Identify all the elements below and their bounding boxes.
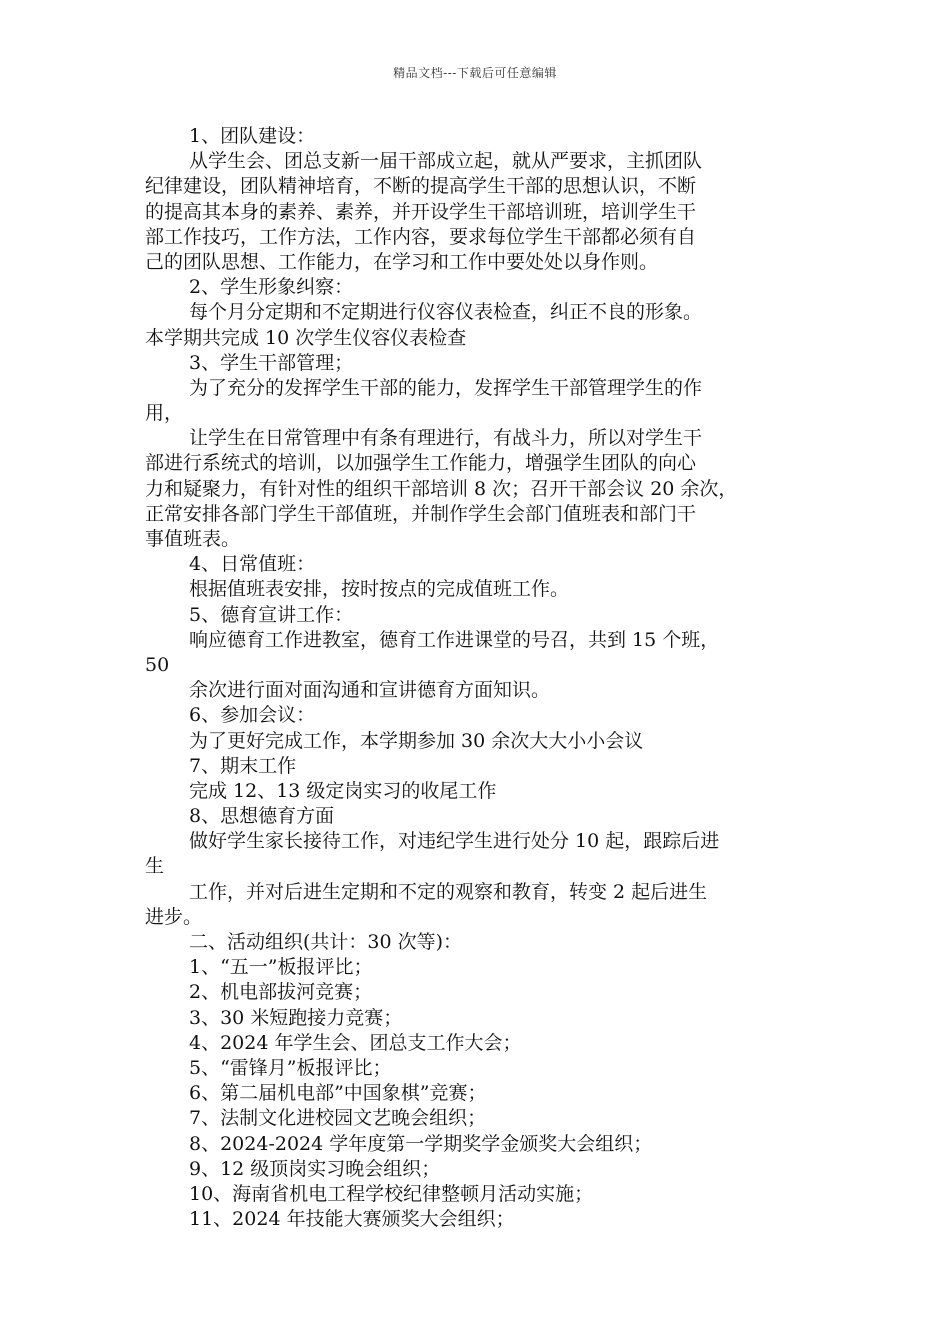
- text-line: 2、机电部拔河竞赛；: [189, 981, 373, 1004]
- text-line: 1、“五一”板报评比；: [189, 956, 373, 979]
- text-line: 9、12 级顶岗实习晚会组织；: [189, 1157, 441, 1180]
- text-line: 5、德育宣讲工作：: [189, 603, 354, 626]
- text-line: 响应德育工作进教室，德育工作进课堂的号召，共到 15 个班，: [189, 628, 720, 651]
- text-line: 让学生在日常管理中有条有理进行，有战斗力，所以对学生干: [189, 427, 703, 450]
- text-line: 部工作技巧，工作方法，工作内容，要求每位学生干部都必须有自: [145, 225, 697, 248]
- text-line: 3、30 米短跑接力竞赛；: [189, 1006, 403, 1029]
- text-line: 从学生会、团总支新一届干部成立起，就从严要求，主抓团队: [189, 150, 703, 173]
- text-line: 1、团队建设：: [189, 125, 316, 147]
- text-line: 为了更好完成工作，本学期参加 30 余次大大小小会议: [189, 729, 644, 752]
- text-line: 7、法制文化进校园文艺晚会组织；: [189, 1107, 487, 1130]
- text-line: 50: [145, 653, 170, 676]
- text-line: 部进行系统式的培训，以加强学生工作能力，增强学生团队的向心: [145, 452, 697, 475]
- document-body: [145, 124, 815, 1232]
- text-line: 3、学生干部管理；: [189, 351, 354, 374]
- text-line: 4、日常值班：: [189, 553, 316, 576]
- text-line: 完成 12、13 级定岗实习的收尾工作: [189, 779, 497, 802]
- text-line: 10、海南省机电工程学校纪律整顿月活动实施；: [189, 1182, 594, 1205]
- text-line: 6、第二届机电部”中国象棋”竞赛；: [189, 1082, 487, 1105]
- text-line: 二、活动组织(共计：30 次等)：: [189, 931, 463, 953]
- text-line: 为了充分的发挥学生干部的能力，发挥学生干部管理学生的作: [189, 376, 703, 399]
- text-line: 用，: [145, 402, 184, 425]
- text-line: 6、参加会议：: [189, 704, 316, 727]
- text-line: 余次进行面对面沟通和宣讲德育方面知识。: [189, 679, 551, 702]
- text-line: 根据值班表安排，按时按点的完成值班工作。: [189, 578, 570, 601]
- text-line: 工作，并对后进生定期和不定的观察和教育，转变 2 起后进生: [189, 880, 708, 903]
- text-line: 己的团队思想、工作能力，在学习和工作中要处处以身作则。: [145, 250, 659, 273]
- text-line: 2、学生形象纠察：: [189, 276, 354, 299]
- text-line: 正常安排各部门学生干部值班，并制作学生会部门值班表和部门干: [145, 502, 697, 525]
- text-line: 8、思想德育方面: [189, 805, 335, 828]
- text-line: 力和疑聚力，有针对性的组织干部培训 8 次；召开干部会议 20 余次，: [145, 477, 738, 500]
- text-line: 生: [145, 855, 165, 878]
- text-line: 11、2024 年技能大赛颁奖大会组织；: [189, 1208, 515, 1231]
- text-line: 4、2024 年学生会、团总支工作大会；: [189, 1031, 522, 1054]
- text-line: 7、期末工作: [189, 754, 297, 777]
- page-header: 精品文档---下载后可任意编辑: [393, 66, 557, 80]
- text-line: 做好学生家长接待工作，对违纪学生进行处分 10 起，跟踪后进: [189, 830, 720, 853]
- text-line: 事值班表。: [145, 528, 241, 550]
- text-line: 5、“雷锋月”板报评比；: [189, 1056, 392, 1079]
- text-line: 的提高其本身的素养、素养，并开设学生干部培训班，培训学生干: [145, 200, 697, 223]
- text-line: 进步。: [145, 905, 203, 928]
- text-line: 8、2024-2024 学年度第一学期奖学金颁奖大会组织；: [189, 1132, 653, 1155]
- text-line: 纪律建设，团队精神培育，不断的提高学生干部的思想认识，不断: [145, 175, 697, 198]
- text-line: 每个月分定期和不定期进行仪容仪表检查，纠正不良的形象。: [189, 301, 703, 324]
- text-line: 本学期共完成 10 次学生仪容仪表检查: [145, 326, 467, 349]
